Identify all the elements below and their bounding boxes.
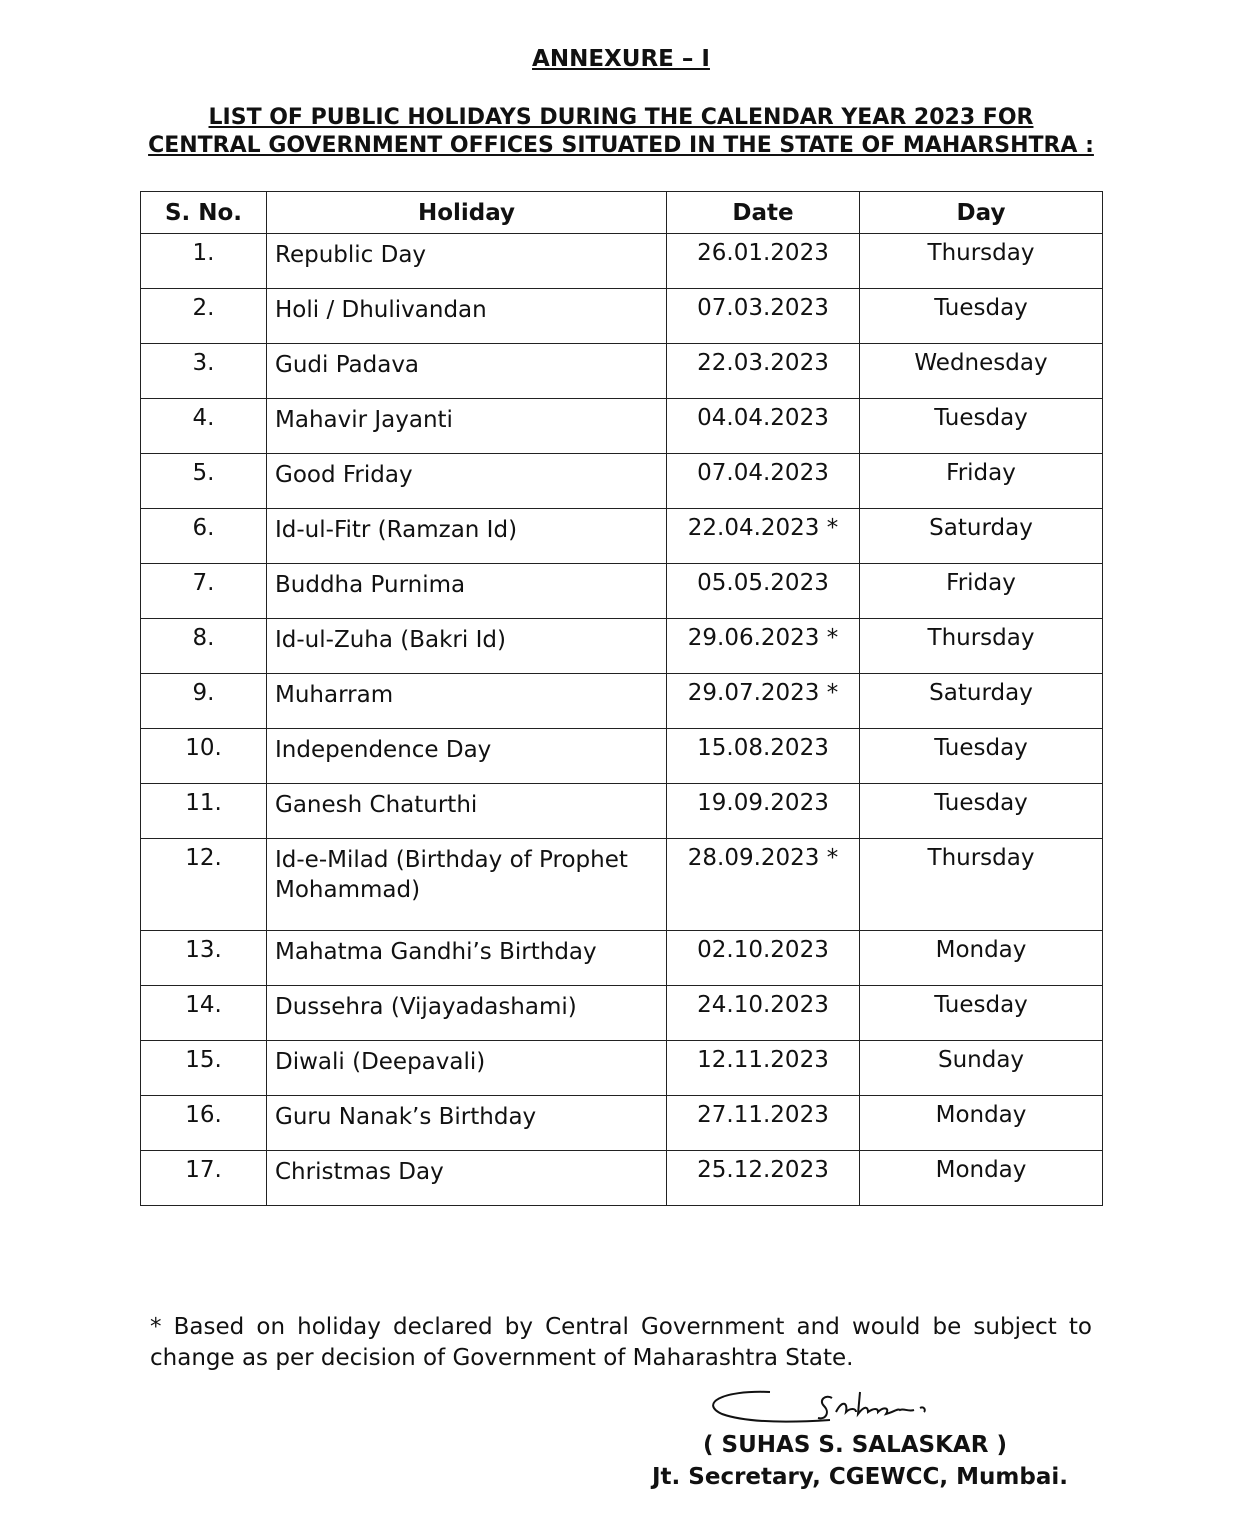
cell-sno: 12.: [141, 839, 267, 931]
cell-sno: 5.: [141, 454, 267, 509]
annexure-heading: ANNEXURE – I: [532, 46, 710, 72]
title-line-2: CENTRAL GOVERNMENT OFFICES SITUATED IN THE STATE OF MAHARSHTRA :: [148, 133, 1094, 158]
cell-date: 07.03.2023: [667, 289, 860, 344]
cell-day: Saturday: [860, 674, 1103, 729]
header-sno: S. No.: [141, 192, 267, 234]
cell-date: 04.04.2023: [667, 399, 860, 454]
cell-date: 22.04.2023 *: [667, 509, 860, 564]
cell-holiday: Diwali (Deepavali): [267, 1041, 667, 1096]
cell-date: 29.06.2023 *: [667, 619, 860, 674]
cell-day: Tuesday: [860, 729, 1103, 784]
cell-date: 05.05.2023: [667, 564, 860, 619]
cell-holiday: Mahatma Gandhi’s Birthday: [267, 931, 667, 986]
cell-sno: 13.: [141, 931, 267, 986]
cell-holiday: Holi / Dhulivandan: [267, 289, 667, 344]
table-row: [141, 509, 1103, 564]
cell-sno: 15.: [141, 1041, 267, 1096]
cell-sno: 6.: [141, 509, 267, 564]
cell-date: 27.11.2023: [667, 1096, 860, 1151]
cell-day: Tuesday: [860, 784, 1103, 839]
holidays-table-body: [141, 234, 1103, 1206]
cell-holiday: Independence Day: [267, 729, 667, 784]
table-row: [141, 931, 1103, 986]
table-row: [141, 344, 1103, 399]
cell-sno: 17.: [141, 1151, 267, 1206]
cell-day: Tuesday: [860, 399, 1103, 454]
cell-sno: 8.: [141, 619, 267, 674]
cell-date: 25.12.2023: [667, 1151, 860, 1206]
cell-day: Monday: [860, 1151, 1103, 1206]
cell-sno: 16.: [141, 1096, 267, 1151]
cell-day: Sunday: [860, 1041, 1103, 1096]
cell-day: Thursday: [860, 619, 1103, 674]
cell-holiday: Dussehra (Vijayadashami): [267, 986, 667, 1041]
table-row: [141, 1151, 1103, 1206]
table-row: [141, 674, 1103, 729]
cell-holiday: Mahavir Jayanti: [267, 399, 667, 454]
cell-date: 28.09.2023 *: [667, 839, 860, 931]
cell-day: Wednesday: [860, 344, 1103, 399]
table-row: [141, 784, 1103, 839]
cell-holiday: Guru Nanak’s Birthday: [267, 1096, 667, 1151]
cell-sno: 2.: [141, 289, 267, 344]
footnote: * Based on holiday declared by Central Government and would be subject to change as per decision of Government of Maharashtra State.: [150, 1314, 1092, 1371]
cell-sno: 14.: [141, 986, 267, 1041]
cell-date: 15.08.2023: [667, 729, 860, 784]
table-header-row: [141, 192, 1103, 234]
signatory-designation: Jt. Secretary, CGEWCC, Mumbai.: [651, 1464, 1069, 1490]
table-row: [141, 454, 1103, 509]
table-row: [141, 839, 1103, 931]
cell-date: 19.09.2023: [667, 784, 860, 839]
cell-date: 02.10.2023: [667, 931, 860, 986]
table-row: [141, 729, 1103, 784]
cell-date: 12.11.2023: [667, 1041, 860, 1096]
table-row: [141, 289, 1103, 344]
cell-sno: 11.: [141, 784, 267, 839]
cell-holiday: Muharram: [267, 674, 667, 729]
cell-date: 07.04.2023: [667, 454, 860, 509]
cell-holiday: Good Friday: [267, 454, 667, 509]
document-title: [0, 104, 1242, 160]
cell-day: Friday: [860, 564, 1103, 619]
holidays-table: [140, 191, 1103, 1206]
table-row: [141, 986, 1103, 1041]
header-day: Day: [860, 192, 1103, 234]
cell-date: 24.10.2023: [667, 986, 860, 1041]
signatory-name: ( SUHAS S. SALASKAR ): [703, 1432, 1007, 1458]
cell-sno: 10.: [141, 729, 267, 784]
table-row: [141, 234, 1103, 289]
cell-sno: 9.: [141, 674, 267, 729]
header-date: Date: [667, 192, 860, 234]
cell-day: Friday: [860, 454, 1103, 509]
cell-holiday: Id-ul-Fitr (Ramzan Id): [267, 509, 667, 564]
cell-date: 29.07.2023 *: [667, 674, 860, 729]
cell-holiday: Christmas Day: [267, 1151, 667, 1206]
table-row: [141, 1041, 1103, 1096]
cell-day: Monday: [860, 931, 1103, 986]
cell-day: Tuesday: [860, 289, 1103, 344]
cell-holiday: Id-e-Milad (Birthday of Prophet Mohammad): [267, 839, 667, 931]
table-row: [141, 564, 1103, 619]
cell-day: Monday: [860, 1096, 1103, 1151]
signature-graphic: [700, 1378, 940, 1438]
cell-day: Tuesday: [860, 986, 1103, 1041]
cell-day: Thursday: [860, 839, 1103, 931]
cell-sno: 7.: [141, 564, 267, 619]
title-line-1: LIST OF PUBLIC HOLIDAYS DURING THE CALENDAR YEAR 2023 FOR: [208, 105, 1034, 130]
table-row: [141, 399, 1103, 454]
cell-day: Saturday: [860, 509, 1103, 564]
header-holiday: Holiday: [267, 192, 667, 234]
cell-holiday: Ganesh Chaturthi: [267, 784, 667, 839]
table-row: [141, 619, 1103, 674]
cell-sno: 3.: [141, 344, 267, 399]
cell-holiday: Gudi Padava: [267, 344, 667, 399]
cell-sno: 4.: [141, 399, 267, 454]
cell-date: 26.01.2023: [667, 234, 860, 289]
cell-holiday: Id-ul-Zuha (Bakri Id): [267, 619, 667, 674]
cell-holiday: Republic Day: [267, 234, 667, 289]
cell-day: Thursday: [860, 234, 1103, 289]
cell-date: 22.03.2023: [667, 344, 860, 399]
cell-sno: 1.: [141, 234, 267, 289]
table-row: [141, 1096, 1103, 1151]
cell-holiday: Buddha Purnima: [267, 564, 667, 619]
